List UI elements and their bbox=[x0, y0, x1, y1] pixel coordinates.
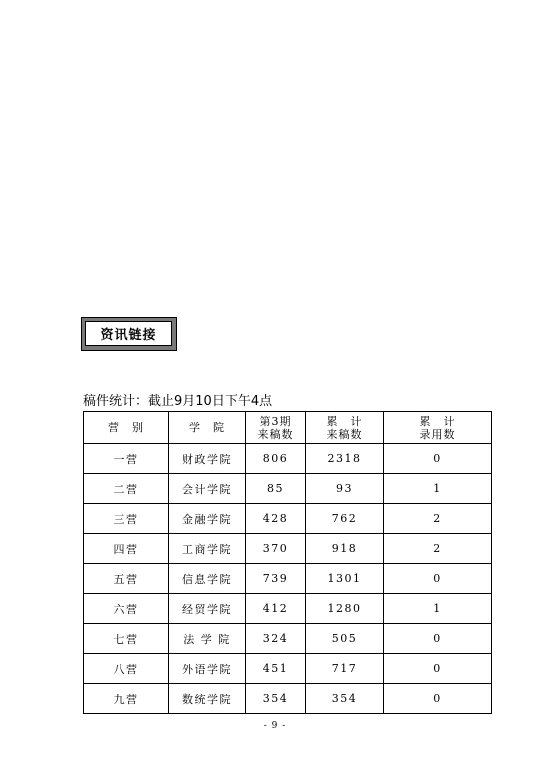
total-accepted-cell: 1 bbox=[384, 474, 492, 504]
header-college-label: 学 院 bbox=[189, 421, 225, 434]
header-total-accepted-line1: 累 计 bbox=[419, 414, 456, 428]
submission-stats-table bbox=[83, 411, 492, 714]
header-college bbox=[169, 412, 246, 444]
table-row bbox=[84, 594, 492, 624]
issue-submissions-cell: 806 bbox=[246, 444, 306, 474]
college-cell: 外语学院 bbox=[169, 654, 246, 684]
issue-submissions-cell: 739 bbox=[246, 564, 306, 594]
header-camp-label: 营 别 bbox=[108, 421, 144, 434]
header-issue-submissions bbox=[246, 412, 306, 444]
header-camp bbox=[84, 412, 169, 444]
table-body bbox=[84, 444, 492, 714]
total-submissions-cell: 1301 bbox=[306, 564, 384, 594]
issue-submissions-cell: 428 bbox=[246, 504, 306, 534]
total-submissions-cell: 2318 bbox=[306, 444, 384, 474]
table-row bbox=[84, 654, 492, 684]
issue-submissions-cell: 354 bbox=[246, 684, 306, 714]
camp-cell: 二营 bbox=[84, 474, 169, 504]
total-submissions-cell: 717 bbox=[306, 654, 384, 684]
camp-cell: 六营 bbox=[84, 594, 169, 624]
camp-cell: 七营 bbox=[84, 624, 169, 654]
page-number: - 9 - bbox=[263, 721, 287, 731]
camp-cell: 三营 bbox=[84, 504, 169, 534]
total-accepted-cell: 0 bbox=[384, 444, 492, 474]
camp-cell: 一营 bbox=[84, 444, 169, 474]
college-cell: 经贸学院 bbox=[169, 594, 246, 624]
table-row bbox=[84, 444, 492, 474]
issue-submissions-cell: 451 bbox=[246, 654, 306, 684]
camp-cell: 九营 bbox=[84, 684, 169, 714]
table-row bbox=[84, 534, 492, 564]
header-issue-submissions-line1: 第3期 bbox=[259, 414, 292, 428]
header-total-accepted bbox=[384, 412, 492, 444]
issue-submissions-cell: 85 bbox=[246, 474, 306, 504]
college-cell: 会计学院 bbox=[169, 474, 246, 504]
camp-cell: 五营 bbox=[84, 564, 169, 594]
table-row bbox=[84, 564, 492, 594]
header-total-submissions-line2: 来稿数 bbox=[326, 427, 363, 441]
table-header-row bbox=[84, 412, 492, 444]
table-caption: 稿件统计：截止9月10日下午4点 bbox=[83, 394, 273, 409]
section-title: 资讯链接 bbox=[85, 321, 172, 346]
total-accepted-cell: 0 bbox=[384, 654, 492, 684]
total-submissions-cell: 762 bbox=[306, 504, 384, 534]
issue-submissions-cell: 324 bbox=[246, 624, 306, 654]
total-accepted-cell: 2 bbox=[384, 504, 492, 534]
table-row bbox=[84, 474, 492, 504]
camp-cell: 四营 bbox=[84, 534, 169, 564]
college-cell: 工商学院 bbox=[169, 534, 246, 564]
total-submissions-cell: 505 bbox=[306, 624, 384, 654]
header-total-submissions-line1: 累 计 bbox=[326, 414, 363, 428]
college-cell: 法 学 院 bbox=[169, 624, 246, 654]
college-cell: 财政学院 bbox=[169, 444, 246, 474]
college-cell: 金融学院 bbox=[169, 504, 246, 534]
camp-cell: 八营 bbox=[84, 654, 169, 684]
total-accepted-cell: 1 bbox=[384, 594, 492, 624]
total-accepted-cell: 0 bbox=[384, 624, 492, 654]
table-row bbox=[84, 504, 492, 534]
total-submissions-cell: 1280 bbox=[306, 594, 384, 624]
header-total-accepted-line2: 录用数 bbox=[419, 427, 456, 441]
header-total-submissions bbox=[306, 412, 384, 444]
total-submissions-cell: 354 bbox=[306, 684, 384, 714]
total-submissions-cell: 93 bbox=[306, 474, 384, 504]
table-row bbox=[84, 684, 492, 714]
header-issue-submissions-line2: 来稿数 bbox=[257, 427, 294, 441]
issue-submissions-cell: 412 bbox=[246, 594, 306, 624]
table-row bbox=[84, 624, 492, 654]
section-title-box bbox=[81, 317, 177, 351]
total-accepted-cell: 0 bbox=[384, 564, 492, 594]
college-cell: 数统学院 bbox=[169, 684, 246, 714]
total-accepted-cell: 2 bbox=[384, 534, 492, 564]
total-accepted-cell: 0 bbox=[384, 684, 492, 714]
college-cell: 信息学院 bbox=[169, 564, 246, 594]
total-submissions-cell: 918 bbox=[306, 534, 384, 564]
issue-submissions-cell: 370 bbox=[246, 534, 306, 564]
